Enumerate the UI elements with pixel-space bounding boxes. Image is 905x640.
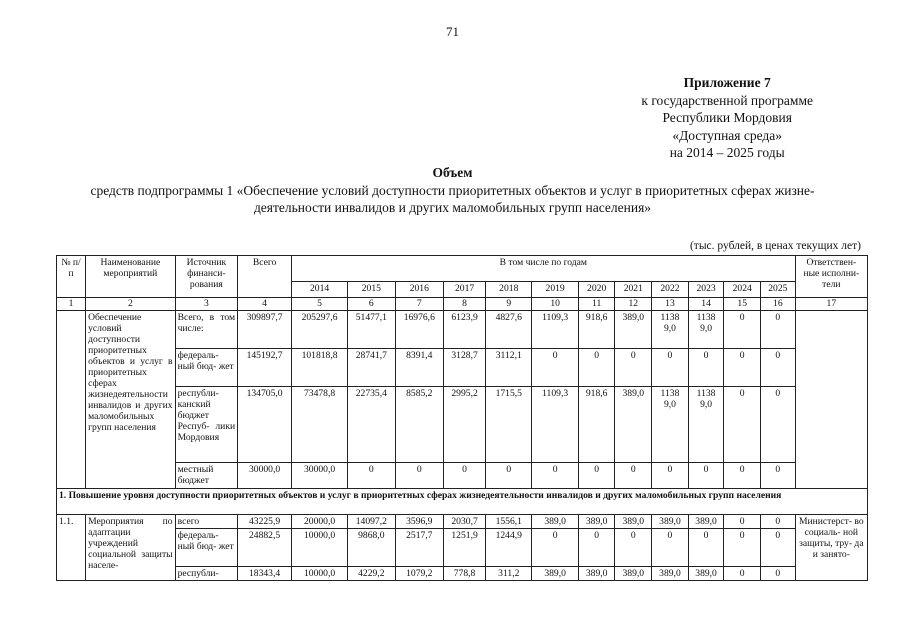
column-number: 11 bbox=[578, 298, 615, 311]
row-value: 389,0 bbox=[578, 515, 615, 529]
column-number: 6 bbox=[348, 298, 395, 311]
row-source: республи- bbox=[175, 567, 238, 581]
row-value: 389,0 bbox=[652, 515, 689, 529]
row-value: 389,0 bbox=[615, 515, 652, 529]
row-value: 51477,1 bbox=[348, 311, 395, 349]
header-by-years: В том числе по годам bbox=[292, 256, 796, 282]
row-value: 0 bbox=[761, 529, 796, 567]
row-total: 30000,0 bbox=[238, 463, 292, 489]
row-responsible: Министерст- во социаль- ной защиты, тру- да и занято- bbox=[795, 515, 867, 581]
row-value: 1138 9,0 bbox=[688, 311, 724, 349]
row-value: 8391,4 bbox=[395, 349, 444, 387]
header-year: 2016 bbox=[395, 282, 444, 298]
table-row bbox=[57, 463, 868, 489]
document-title bbox=[0, 164, 905, 217]
header-row bbox=[57, 256, 868, 282]
appendix-line-2: Республики Мордовия bbox=[662, 110, 792, 125]
header-name: Наименование мероприятий bbox=[86, 256, 175, 298]
row-value: 0 bbox=[724, 463, 761, 489]
row-value: 22735,4 bbox=[348, 387, 395, 463]
row-value: 205297,6 bbox=[292, 311, 348, 349]
appendix-line-1: к государственной программе bbox=[641, 92, 813, 108]
row-value: 0 bbox=[532, 349, 578, 387]
row-value: 1138 9,0 bbox=[652, 387, 689, 463]
row-value: 2995,2 bbox=[444, 387, 486, 463]
row-total: 18343,4 bbox=[238, 567, 292, 581]
column-number: 1 bbox=[57, 298, 86, 311]
section-row bbox=[57, 489, 868, 515]
section-heading: 1. Повышение уровня доступности приоритетных объектов и услуг в приоритетных сферах жизнедеятельности инвалидов и других маломобильных групп населения bbox=[57, 489, 868, 515]
column-number: 5 bbox=[292, 298, 348, 311]
row-value: 0 bbox=[724, 567, 761, 581]
row-name: Мероприятия по адаптации учреждений социальной защиты населе- bbox=[86, 515, 175, 581]
title-heading: Объем bbox=[432, 165, 473, 180]
table-row bbox=[57, 567, 868, 581]
row-value: 4229,2 bbox=[348, 567, 395, 581]
header-year: 2022 bbox=[652, 282, 689, 298]
row-value: 1079,2 bbox=[395, 567, 444, 581]
column-number: 10 bbox=[532, 298, 578, 311]
row-value: 0 bbox=[724, 529, 761, 567]
row-value: 1715,5 bbox=[486, 387, 532, 463]
column-number: 2 bbox=[86, 298, 175, 311]
page-number: 71 bbox=[446, 24, 459, 39]
row-value: 0 bbox=[761, 387, 796, 463]
row-value: 1244,9 bbox=[486, 529, 532, 567]
row-total: 43225,9 bbox=[238, 515, 292, 529]
appendix-title: Приложение 7 bbox=[683, 75, 771, 90]
row-value: 0 bbox=[652, 529, 689, 567]
row-total: 24882,5 bbox=[238, 529, 292, 567]
row-value: 6123,9 bbox=[444, 311, 486, 349]
table-row bbox=[57, 515, 868, 529]
row-value: 20000,0 bbox=[292, 515, 348, 529]
row-value: 389,0 bbox=[688, 515, 724, 529]
column-number: 12 bbox=[615, 298, 652, 311]
row-num bbox=[57, 311, 86, 489]
row-value: 389,0 bbox=[615, 311, 652, 349]
row-value: 778,8 bbox=[444, 567, 486, 581]
units-note: (тыс. рублей, в ценах текущих лет) bbox=[689, 240, 861, 252]
header-year: 2025 bbox=[761, 282, 796, 298]
row-value: 0 bbox=[761, 567, 796, 581]
row-value: 0 bbox=[395, 463, 444, 489]
row-value: 2030,7 bbox=[444, 515, 486, 529]
row-value: 0 bbox=[652, 463, 689, 489]
row-value: 10000,0 bbox=[292, 567, 348, 581]
row-value: 0 bbox=[652, 349, 689, 387]
header-year: 2018 bbox=[486, 282, 532, 298]
row-value: 0 bbox=[724, 349, 761, 387]
column-number: 4 bbox=[238, 298, 292, 311]
row-value: 0 bbox=[761, 463, 796, 489]
row-source: Всего, в том числе: bbox=[175, 311, 238, 349]
row-value: 0 bbox=[724, 387, 761, 463]
row-value: 0 bbox=[724, 311, 761, 349]
appendix-line-4: на 2014 – 2025 годы bbox=[669, 145, 785, 160]
row-value: 0 bbox=[615, 463, 652, 489]
header-responsible: Ответствен- ные исполни- тели bbox=[795, 256, 867, 298]
row-value: 101818,8 bbox=[292, 349, 348, 387]
row-value: 0 bbox=[615, 529, 652, 567]
row-value: 3596,9 bbox=[395, 515, 444, 529]
table-row bbox=[57, 529, 868, 567]
row-value: 1251,9 bbox=[444, 529, 486, 567]
header-year: 2014 bbox=[292, 282, 348, 298]
row-value: 1109,3 bbox=[532, 311, 578, 349]
header-total: Всего bbox=[238, 256, 292, 298]
row-value: 0 bbox=[688, 529, 724, 567]
column-numbers-row bbox=[57, 298, 868, 311]
row-total: 145192,7 bbox=[238, 349, 292, 387]
header-num: № п/п bbox=[57, 256, 86, 298]
row-value: 30000,0 bbox=[292, 463, 348, 489]
row-value: 389,0 bbox=[615, 567, 652, 581]
row-value: 73478,8 bbox=[292, 387, 348, 463]
row-value: 0 bbox=[688, 349, 724, 387]
row-source: всего bbox=[175, 515, 238, 529]
row-value: 0 bbox=[688, 463, 724, 489]
row-value: 3112,1 bbox=[486, 349, 532, 387]
table-row bbox=[57, 311, 868, 349]
row-value: 4827,6 bbox=[486, 311, 532, 349]
row-value: 1138 9,0 bbox=[652, 311, 689, 349]
row-total: 309897,7 bbox=[238, 311, 292, 349]
row-value: 14097,2 bbox=[348, 515, 395, 529]
row-value: 2517,7 bbox=[395, 529, 444, 567]
column-number: 7 bbox=[395, 298, 444, 311]
column-number: 16 bbox=[761, 298, 796, 311]
row-value: 0 bbox=[444, 463, 486, 489]
row-value: 1556,1 bbox=[486, 515, 532, 529]
header-source: Источник финанси- рования bbox=[175, 256, 238, 298]
row-source: местный бюджет bbox=[175, 463, 238, 489]
header-year: 2023 bbox=[688, 282, 724, 298]
row-value: 0 bbox=[761, 515, 796, 529]
row-value: 0 bbox=[578, 529, 615, 567]
row-value: 0 bbox=[532, 463, 578, 489]
row-value: 918,6 bbox=[578, 387, 615, 463]
funding-table bbox=[56, 255, 868, 581]
column-number: 8 bbox=[444, 298, 486, 311]
row-value: 0 bbox=[532, 529, 578, 567]
column-number: 3 bbox=[175, 298, 238, 311]
table-row bbox=[57, 387, 868, 463]
header-year: 2019 bbox=[532, 282, 578, 298]
row-value: 389,0 bbox=[532, 567, 578, 581]
header-year: 2024 bbox=[724, 282, 761, 298]
row-value: 0 bbox=[724, 515, 761, 529]
row-value: 311,2 bbox=[486, 567, 532, 581]
row-value: 8585,2 bbox=[395, 387, 444, 463]
column-number: 13 bbox=[652, 298, 689, 311]
row-source: республи- канский бюджет Респуб- лики Мордовия bbox=[175, 387, 238, 463]
row-value: 389,0 bbox=[532, 515, 578, 529]
header-year: 2020 bbox=[578, 282, 615, 298]
row-value: 16976,6 bbox=[395, 311, 444, 349]
row-value: 3128,7 bbox=[444, 349, 486, 387]
header-year: 2017 bbox=[444, 282, 486, 298]
table-row bbox=[57, 349, 868, 387]
title-line-2: деятельности инвалидов и других маломобильных групп населения» bbox=[253, 200, 652, 215]
row-name: Обеспечение условий доступности приоритетных объектов и услуг в приоритетных сферах жизнедеятельности инвалидов и других маломобильных групп населения bbox=[86, 311, 175, 489]
column-number: 14 bbox=[688, 298, 724, 311]
column-number: 15 bbox=[724, 298, 761, 311]
row-value: 28741,7 bbox=[348, 349, 395, 387]
row-value: 389,0 bbox=[578, 567, 615, 581]
header-year: 2015 bbox=[348, 282, 395, 298]
row-value: 10000,0 bbox=[292, 529, 348, 567]
row-value: 389,0 bbox=[652, 567, 689, 581]
row-value: 0 bbox=[578, 463, 615, 489]
row-source: федераль- ный бюд- жет bbox=[175, 529, 238, 567]
row-value: 389,0 bbox=[688, 567, 724, 581]
row-value: 0 bbox=[761, 311, 796, 349]
row-source: федераль- ный бюд- жет bbox=[175, 349, 238, 387]
row-value: 918,6 bbox=[578, 311, 615, 349]
row-value: 1138 9,0 bbox=[688, 387, 724, 463]
row-value: 0 bbox=[761, 349, 796, 387]
header-year: 2021 bbox=[615, 282, 652, 298]
column-number: 9 bbox=[486, 298, 532, 311]
appendix-block bbox=[641, 74, 813, 162]
row-value: 0 bbox=[348, 463, 395, 489]
row-value: 0 bbox=[486, 463, 532, 489]
title-line-1: средств подпрограммы 1 «Обеспечение условий доступности приоритетных объектов и услуг в приоритетных сферах жизне- bbox=[90, 182, 815, 198]
row-value: 1109,3 bbox=[532, 387, 578, 463]
row-responsible bbox=[795, 311, 867, 489]
row-value: 389,0 bbox=[615, 387, 652, 463]
column-number: 17 bbox=[795, 298, 867, 311]
appendix-line-3: «Доступная среда» bbox=[672, 127, 783, 143]
row-value: 0 bbox=[578, 349, 615, 387]
row-value: 0 bbox=[615, 349, 652, 387]
row-num: 1.1. bbox=[57, 515, 86, 581]
row-value: 9868,0 bbox=[348, 529, 395, 567]
row-total: 134705,0 bbox=[238, 387, 292, 463]
